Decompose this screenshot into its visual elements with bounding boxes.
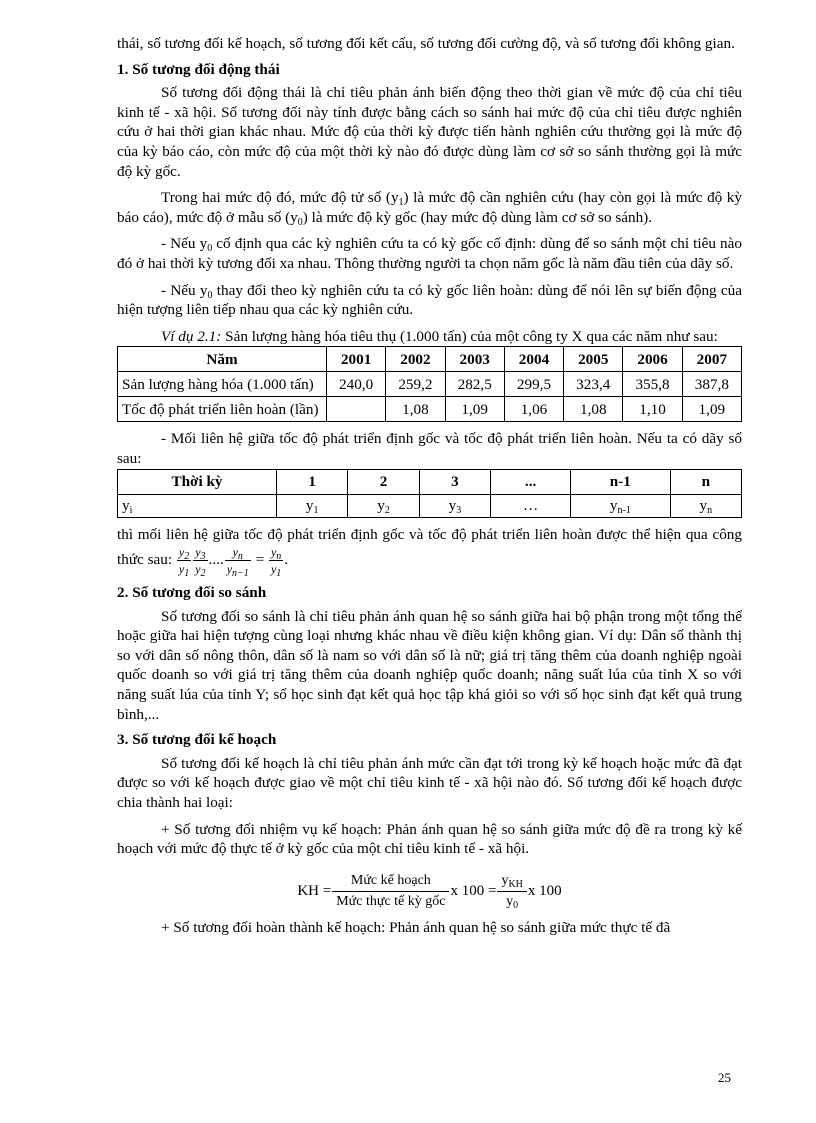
period-table: [117, 469, 742, 518]
table-row: Sản lượng hàng hóa (1.000 tấn) 240,0 259,2 282,5 299,5 323,4 355,8 387,8: [118, 372, 742, 397]
section-1-paragraph-6: thì mối liên hệ giữa tốc độ phát triển định gốc và tốc độ phát triển liên hoàn được thể hiện qua công thức sau: $\frac{y_2}{y_1}$ $\frac{y_3}{y_2}$ .... $\frac{y_n}{y_{n-1}}$ = $\frac{y_n}{y_1}$ .: [117, 525, 742, 580]
section-1-paragraph-3: - Nếu $y_0$ cố định qua các kỳ nghiên cứu ta có kỳ gốc cố định: dùng để so sánh một chỉ tiêu nào đó ở hai thời kỳ tương đối xa nhau. Thông thường người ta chọn năm gốc là năm đầu tiên của dãy số.: [117, 235, 742, 272]
section-1-paragraph-1: Số tương đối động thái là chỉ tiêu phản ánh biến động theo thời gian về mức độ của chỉ tiêu kinh tế - xã hội. Số tương đối này tính được bằng cách so sánh hai mức độ của chỉ tiêu được nghiên cứu ở hai thời gian khác nhau. Mức độ của thời kỳ được tiến hành nghiên cứu thường gọi là mức độ của kỳ báo cáo, còn mức độ của một thời kỳ nào đó được dùng làm cơ sở so sánh thường gọi là mức độ kỳ gốc.: [117, 84, 742, 180]
table-row: $y_i$ $y_1$ $y_2$ $y_3$ … $y_{n-1}$ $y_n$: [118, 494, 742, 517]
plan-formula: KH = $\frac{\text{Mức kế hoạch}}{\text{Mức thực tế kỳ gốc}}$ x 100 = $\frac{y_{KH}}{y_0}$ x 100: [297, 872, 562, 911]
section-3-paragraph-1: Số tương đối kế hoạch là chỉ tiêu phản ánh mức cần đạt tới trong kỳ kế hoạch hoặc mức đã đạt được so với kế hoạch được giao về một chỉ tiêu kinh tế - xã hội nào đó. Số tương đối kế hoạch được chia thành hai loại:: [117, 754, 742, 812]
page-number: 25: [718, 1070, 731, 1085]
production-table: [117, 346, 742, 422]
section-3-paragraph-2: + Số tương đối nhiệm vụ kế hoạch: Phản ánh quan hệ so sánh giữa mức độ đề ra trong kỳ kế hoạch với mức độ thực tế ở kỳ gốc của một chỉ tiêu kinh tế - xã hội.: [117, 820, 742, 858]
section-3-heading: 3. Số tương đối kế hoạch: [117, 731, 277, 749]
section-1-paragraph-2: Trong hai mức độ đó, mức độ tử số $(y_1)$ là mức độ cần nghiên cứu (hay còn gọi là mức độ kỳ báo cáo), mức độ ở mẫu số $(y_0)$ là mức độ kỳ gốc (hay mức độ dùng làm cơ sở so sánh).: [117, 189, 742, 228]
document-page: [117, 34, 742, 937]
table-header-row: Thời kỳ 1 2 3 ... n-1 n: [118, 469, 742, 494]
section-1-heading: 1. Số tương đối động thái: [117, 60, 280, 78]
section-3-paragraph-3: + Số tương đối hoàn thành kế hoạch: Phản ánh quan hệ so sánh giữa mức thực tế đã: [161, 918, 671, 936]
example-label: Ví dụ 2.1:: [161, 327, 222, 345]
example-paragraph: Ví dụ 2.1: Sản lượng hàng hóa tiêu thụ (1.000 tấn) của một công ty X qua các năm như sau:: [161, 327, 718, 345]
table-row: Tốc độ phát triển liên hoàn (lần) 1,08 1,09 1,06 1,08 1,10 1,09: [118, 397, 742, 422]
section-2-paragraph-1: Số tương đối so sánh là chỉ tiêu phản ánh quan hệ so sánh giữa hai bộ phận trong một tổng thể hoặc giữa hai hiện tượng cùng loại nhưng khác nhau về điều kiện không gian. Ví dụ: Dân số thành thị so với dân số nông thôn, dân số là nam so với dân số là nữ; giá trị tăng thêm của doanh nghiệp ngoài quốc doanh so với giá trị tăng thêm của doanh nghiệp quốc doanh; năng suất lúa của tỉnh X so với năng suất lúa của tỉnh Y; số học sinh đạt kết quả học tập khá giỏi so với số học sinh đạt kết quả trung bình,...: [117, 607, 742, 723]
fraction-yn-y1: $\frac{y_n}{y_1}$: [270, 545, 282, 580]
table-header-row: Năm 2001 2002 2003 2004 2005 2006 2007: [118, 347, 742, 372]
section-1-paragraph-4: - Nếu $y_0$ thay đổi theo kỳ nghiên cứu ta có kỳ gốc liên hoàn: dùng để nói lên sự biến động của hiện tượng liên tiếp nhau qua các kỳ nghiên cứu.: [117, 281, 742, 319]
fraction-yn-yn1: $\frac{y_n}{y_{n-1}}$: [226, 545, 249, 580]
fraction-y2-y1: $\frac{y_2}{y_1}$: [178, 545, 190, 580]
section-1-paragraph-5: - Mối liên hệ giữa tốc độ phát triển định gốc và tốc độ phát triển liên hoàn. Nếu ta có dãy số sau:: [117, 430, 742, 467]
fraction-y3-y2: $\frac{y_3}{y_2}$: [195, 545, 206, 580]
section-2-heading: 2. Số tương đối so sánh: [117, 584, 267, 602]
intro-paragraph: thái, số tương đối kế hoạch, số tương đối kết cấu, số tương đối cường độ, và số tương đối không gian.: [117, 35, 735, 52]
